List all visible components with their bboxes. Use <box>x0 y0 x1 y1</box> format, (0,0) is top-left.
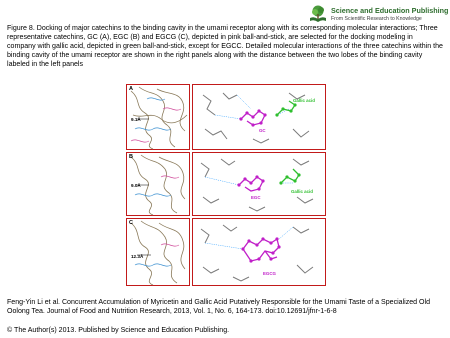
interaction-diagram-b <box>193 153 327 217</box>
interaction-diagram-a <box>193 85 327 151</box>
panel-a-left <box>126 84 190 150</box>
open-book-tree-icon <box>308 4 328 24</box>
publisher-name: Science and Education Publishing <box>331 6 449 15</box>
docking-figure <box>126 84 326 286</box>
receptor-ribbon-c <box>127 219 191 287</box>
panel-c-right <box>192 218 326 286</box>
panel-b-right <box>192 152 326 216</box>
panel-c-letter: C <box>129 220 133 226</box>
panel-b-distance: 9.0Å <box>131 183 141 188</box>
copyright-notice: © The Author(s) 2013. Published by Science and Education Publishing. <box>7 327 230 334</box>
panel-a-right <box>192 84 326 150</box>
panel-b-left <box>126 152 190 216</box>
panel-a-gallic-label: Gallic acid <box>293 98 315 103</box>
panel-a-distance: 9.1Å <box>131 117 141 122</box>
citation: Feng-Yin Li et al. Concurrent Accumulation of Myricetin and Gallic Acid Putatively Responsible for the Umami Taste of a Specialized Old Oolong Tea. Journal of Food and Nutrition Research, 2013, Vol. 1, No. 6, 164-173. doi:10.12691/jfnr-1-6-8 <box>7 299 431 316</box>
panel-b-letter: B <box>129 154 133 160</box>
panel-c-distance: 12.3Å <box>131 254 144 259</box>
panel-c-left <box>126 218 190 286</box>
panel-c-ligand-label: EGCG <box>263 271 276 276</box>
panel-a-ligand-label: GC <box>259 128 266 133</box>
figure-caption: Figure 8. Docking of major catechins to the binding cavity in the umami receptor along with its corresponding molecular interactions; Three representative catechins, GC (A), EGC (B) and EGCG (C), depicted in pink ball-and-stick, are selected for the docking modeling in company with gallic acid, depicted in green ball-and-stick, except for EGCC. Detailed molecular interactions of the three catechins within the binding cavity of the umami receptor are shown in the right panels along with the distance between the two lobes of the binding cavity labeled in the left panels <box>7 25 443 69</box>
publisher-tagline: From Scientific Research to Knowledge <box>331 16 422 22</box>
interaction-diagram-c <box>193 219 327 287</box>
panel-b-gallic-label: Gallic acid <box>291 189 313 194</box>
panel-a-letter: A <box>129 86 133 92</box>
publisher-logo <box>308 4 449 26</box>
panel-b-ligand-label: EGC <box>251 195 261 200</box>
